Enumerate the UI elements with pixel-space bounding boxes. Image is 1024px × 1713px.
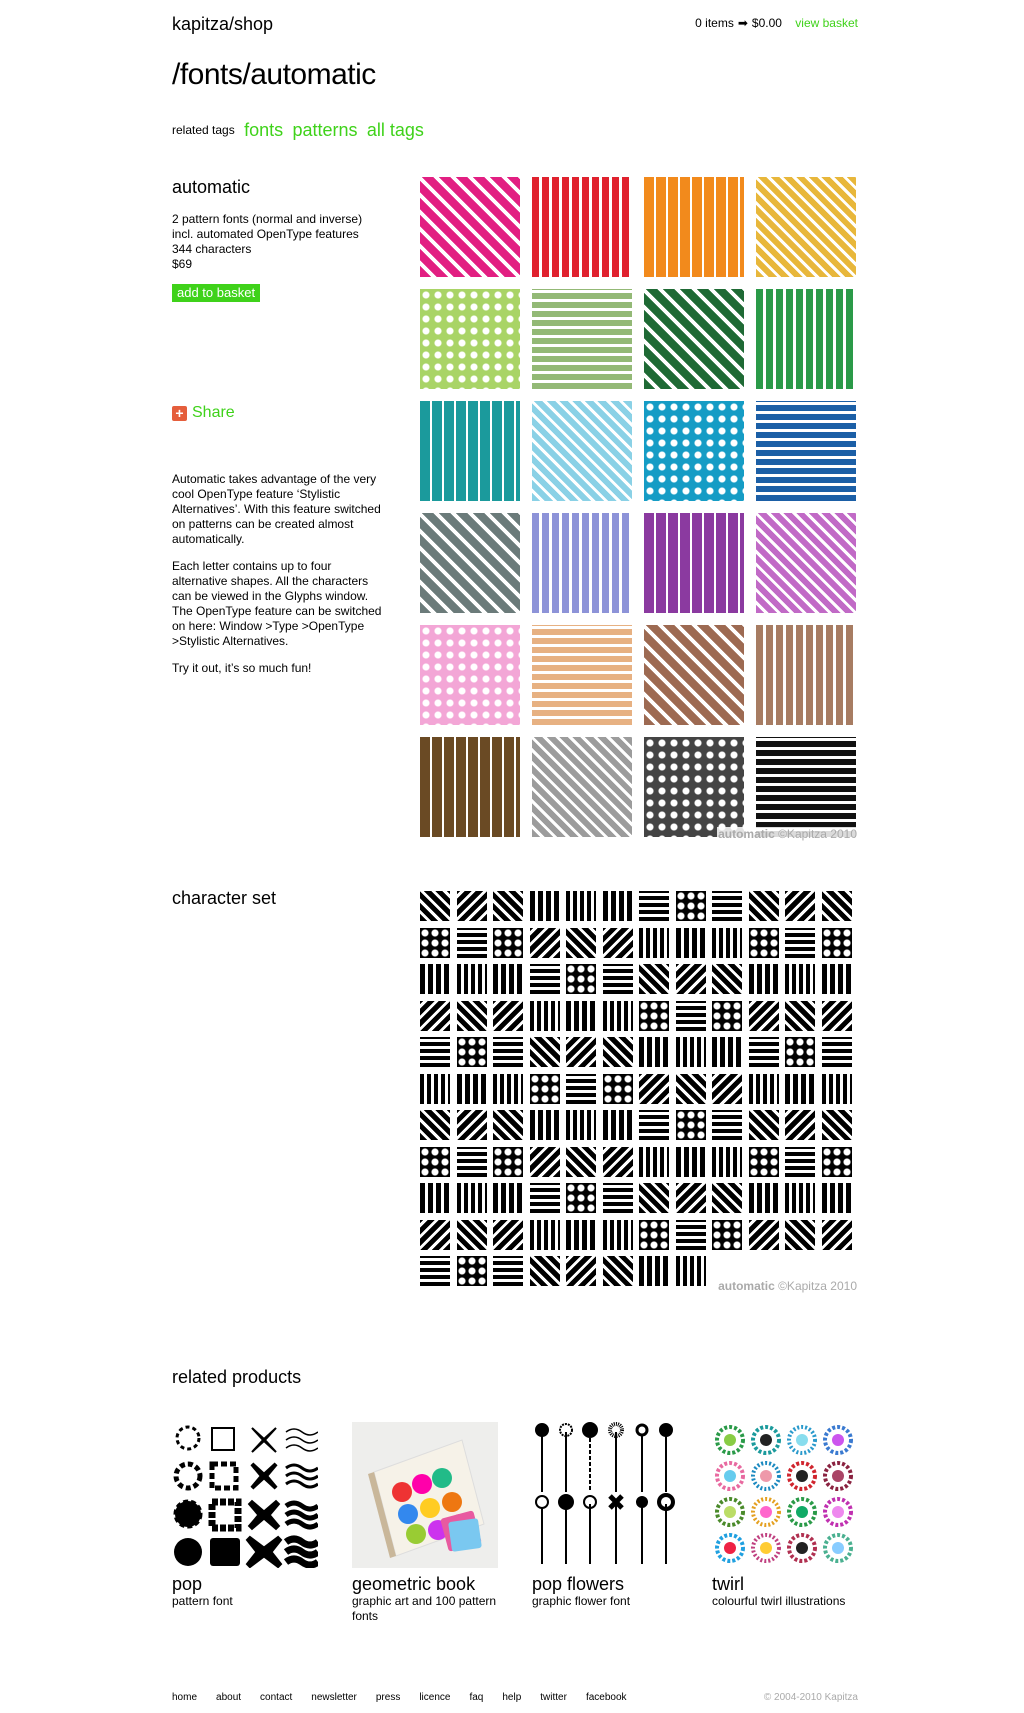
footer-link-licence[interactable]: licence <box>419 1692 451 1703</box>
glyph-cell <box>530 1183 560 1213</box>
glyph-cell <box>639 1256 669 1286</box>
glyph-cell <box>530 1037 560 1067</box>
glyph-cell <box>493 964 523 994</box>
glyph-cell <box>822 928 852 958</box>
related-product-name[interactable]: geometric book <box>352 1574 476 1594</box>
glyph-cell <box>493 928 523 958</box>
glyph-cell <box>676 891 706 921</box>
product-info-line: 2 pattern fonts (normal and inverse) <box>172 212 363 226</box>
footer-link-contact[interactable]: contact <box>260 1692 293 1703</box>
pattern-tile <box>420 737 520 837</box>
copyright: © 2004-2010 Kapitza <box>763 1692 858 1703</box>
related-product-pop[interactable] <box>172 1422 322 1609</box>
pattern-tile <box>644 177 744 277</box>
arrow-icon: ➡ <box>737 16 748 30</box>
pattern-tile <box>420 177 520 277</box>
related-product-name[interactable]: twirl <box>712 1574 744 1594</box>
pop-thumbnail[interactable] <box>172 1422 318 1568</box>
glyph-cell <box>603 1110 633 1140</box>
glyph-cell <box>639 1147 669 1177</box>
glyph-cell <box>530 1110 560 1140</box>
glyph-cell <box>420 1037 450 1067</box>
glyph-cell <box>420 891 450 921</box>
description-paragraph: Each letter contains up to four alternative shapes. All the characters can be viewed in the Glyphs window. The OpenType feature can be switched on here: Window >Type >OpenType >Stylistic Alternatives. <box>172 559 382 648</box>
page-title: /fonts/automatic <box>172 58 376 91</box>
glyph-cell <box>639 1037 669 1067</box>
glyph-cell <box>749 1001 779 1031</box>
glyph-cell <box>457 1147 487 1177</box>
glyph-cell <box>457 1074 487 1104</box>
glyph-cell <box>749 1074 779 1104</box>
glyph-cell <box>530 964 560 994</box>
description-paragraph: Try it out, it’s so much fun! <box>172 661 312 675</box>
credit-name: automatic <box>718 827 775 841</box>
related-product-sub: pattern font <box>172 1594 233 1608</box>
pattern-tile <box>532 177 632 277</box>
glyph-cell <box>603 1001 633 1031</box>
glyph-cell <box>493 1001 523 1031</box>
glyph-cell <box>530 1147 560 1177</box>
product-info-line: incl. automated OpenType features <box>172 227 359 241</box>
glyph-cell <box>676 1147 706 1177</box>
glyph-cell <box>566 1001 596 1031</box>
related-tags <box>172 120 424 141</box>
footer-link-facebook[interactable]: facebook <box>585 1692 627 1703</box>
pattern-gallery <box>420 177 858 841</box>
glyph-cell <box>420 1220 450 1250</box>
glyph-cell <box>712 928 742 958</box>
pattern-tile <box>532 625 632 725</box>
glyph-cell <box>749 964 779 994</box>
glyph-cell <box>749 891 779 921</box>
glyph-cell <box>749 1220 779 1250</box>
tag-patterns[interactable]: patterns <box>292 120 358 140</box>
glyph-cell <box>822 1001 852 1031</box>
glyph-cell <box>676 1110 706 1140</box>
glyph-cell <box>639 1110 669 1140</box>
glyph-cell <box>420 1001 450 1031</box>
glyph-cell <box>749 1110 779 1140</box>
glyph-cell <box>676 1256 706 1286</box>
pattern-tile <box>420 513 520 613</box>
glyph-cell <box>822 1110 852 1140</box>
glyph-cell <box>566 928 596 958</box>
glyph-cell <box>749 928 779 958</box>
glyph-cell <box>603 928 633 958</box>
character-set-title: character set <box>172 888 277 908</box>
product-description <box>172 472 387 688</box>
description-paragraph: Automatic takes advantage of the very cool OpenType feature ‘Stylistic Alternatives’. With this feature switched on patterns can be created almost automatically. <box>172 472 381 546</box>
glyph-cell <box>676 1074 706 1104</box>
glyph-cell <box>785 1001 815 1031</box>
credit-name: automatic <box>718 1279 775 1293</box>
glyph-cell <box>566 964 596 994</box>
product-price: $69 <box>172 257 193 271</box>
character-set-grid <box>420 891 858 1293</box>
geometric-book-thumbnail[interactable] <box>352 1422 498 1568</box>
glyph-cell <box>457 1037 487 1067</box>
pattern-tile <box>756 625 856 725</box>
pattern-tile <box>420 625 520 725</box>
glyph-cell <box>749 1183 779 1213</box>
pattern-tile <box>420 401 520 501</box>
glyph-cell <box>530 1074 560 1104</box>
glyph-cell <box>676 1001 706 1031</box>
related-product-name[interactable]: pop flowers <box>532 1574 625 1594</box>
glyph-cell <box>603 1147 633 1177</box>
pattern-tile <box>420 289 520 389</box>
pattern-tile <box>756 513 856 613</box>
footer-link-home[interactable]: home <box>172 1692 198 1703</box>
glyph-cell <box>457 1220 487 1250</box>
glyph-cell <box>420 1256 450 1286</box>
glyph-cell <box>676 1183 706 1213</box>
twirl-thumbnail[interactable] <box>712 1422 858 1568</box>
pattern-tile <box>532 289 632 389</box>
pattern-tile <box>756 177 856 277</box>
pattern-tile <box>532 513 632 613</box>
glyph-cell <box>639 1220 669 1250</box>
glyph-cell <box>493 1110 523 1140</box>
glyph-cell <box>639 1074 669 1104</box>
glyph-cell <box>530 928 560 958</box>
glyph-cell <box>712 1183 742 1213</box>
pattern-tile <box>644 513 744 613</box>
glyph-cell <box>420 1147 450 1177</box>
footer-link-faq[interactable]: faq <box>469 1692 484 1703</box>
related-products-title: related products <box>172 1367 302 1387</box>
glyph-cell <box>822 1074 852 1104</box>
plus-icon: + <box>172 406 187 421</box>
pattern-tile <box>756 401 856 501</box>
footer-link-about[interactable]: about <box>216 1692 242 1703</box>
glyph-cell <box>493 1183 523 1213</box>
glyph-cell <box>603 891 633 921</box>
basket-total: $0.00 <box>751 16 782 30</box>
tag-fonts[interactable]: fonts <box>244 120 284 140</box>
glyph-cell <box>420 964 450 994</box>
glyph-cell <box>566 891 596 921</box>
glyph-cell <box>712 1074 742 1104</box>
glyph-cell <box>493 1147 523 1177</box>
related-tags-label: related tags <box>172 123 235 137</box>
glyph-cell <box>603 964 633 994</box>
credit-copy: ©Kapitza 2010 <box>778 827 857 841</box>
glyph-cell <box>785 1110 815 1140</box>
glyph-cell <box>420 1183 450 1213</box>
pattern-credit <box>717 827 858 841</box>
glyph-cell <box>712 891 742 921</box>
footer-link-newsletter[interactable]: newsletter <box>311 1692 357 1703</box>
glyph-cell <box>566 1256 596 1286</box>
glyph-cell <box>603 1074 633 1104</box>
glyph-cell <box>785 1220 815 1250</box>
pattern-tile <box>644 737 744 837</box>
footer-link-twitter[interactable]: twitter <box>540 1692 567 1703</box>
glyph-cell <box>676 1037 706 1067</box>
glyph-cell <box>676 1220 706 1250</box>
glyph-cell <box>822 1037 852 1067</box>
glyph-cell <box>457 891 487 921</box>
glyph-cell <box>639 1183 669 1213</box>
glyph-cell <box>457 964 487 994</box>
brand-link[interactable]: kapitza/shop <box>172 14 274 34</box>
glyph-cell <box>785 891 815 921</box>
glyph-cell <box>457 1110 487 1140</box>
glyph-cell <box>493 1256 523 1286</box>
tag-all-tags[interactable]: all tags <box>366 120 424 140</box>
glyph-cell <box>566 1110 596 1140</box>
product-info-line: 344 characters <box>172 242 252 256</box>
pattern-tile <box>644 625 744 725</box>
footer-link-help[interactable]: help <box>502 1692 522 1703</box>
related-product-pop-flowers[interactable] <box>532 1422 682 1609</box>
glyph-cell <box>530 1001 560 1031</box>
glyph-cell <box>639 891 669 921</box>
glyph-cell <box>749 1037 779 1067</box>
pattern-tile <box>532 737 632 837</box>
share-button[interactable] <box>172 404 235 422</box>
glyph-cell <box>785 1037 815 1067</box>
pop-flowers-thumbnail[interactable] <box>532 1422 678 1568</box>
glyph-cell <box>822 1220 852 1250</box>
glyph-cell <box>457 1183 487 1213</box>
product-info <box>172 212 362 272</box>
flowers-icon <box>532 1422 678 1568</box>
glyph-cell <box>457 1001 487 1031</box>
glyph-cell <box>785 1074 815 1104</box>
glyph-cell <box>712 1001 742 1031</box>
glyph-cell <box>420 1074 450 1104</box>
pop-pattern-icon <box>172 1422 318 1568</box>
glyph-cell <box>603 1220 633 1250</box>
glyph-cell <box>420 928 450 958</box>
footer-link-press[interactable]: press <box>375 1692 401 1703</box>
glyph-cell <box>822 1147 852 1177</box>
glyph-cell <box>566 1183 596 1213</box>
share-label: Share <box>192 404 235 421</box>
glyph-cell <box>566 1220 596 1250</box>
glyph-cell <box>639 964 669 994</box>
related-product-sub: colourful twirl illustrations <box>712 1594 846 1608</box>
glyph-cell <box>676 928 706 958</box>
pattern-tile <box>644 289 744 389</box>
glyph-cell <box>493 891 523 921</box>
add-to-basket-button[interactable]: add to basket <box>172 284 260 302</box>
glyph-cell <box>530 891 560 921</box>
glyph-cell <box>822 1183 852 1213</box>
glyph-cell <box>712 964 742 994</box>
glyph-cell <box>493 1220 523 1250</box>
glyph-cell <box>603 1183 633 1213</box>
glyph-cell <box>566 1074 596 1104</box>
book-cover-image <box>352 1422 498 1568</box>
glyph-cell <box>639 928 669 958</box>
glyph-cell <box>603 1037 633 1067</box>
credit-copy: ©Kapitza 2010 <box>778 1279 857 1293</box>
glyph-cell <box>785 964 815 994</box>
related-product-geometric-book[interactable] <box>352 1422 502 1624</box>
product-name: automatic <box>172 177 251 197</box>
glyph-cell <box>676 964 706 994</box>
glyph-cell <box>566 1147 596 1177</box>
glyph-cell <box>530 1220 560 1250</box>
glyph-cell <box>712 1110 742 1140</box>
glyph-cell <box>530 1256 560 1286</box>
glyph-cell <box>420 1110 450 1140</box>
glyph-cell <box>493 1074 523 1104</box>
basket-status <box>695 16 858 30</box>
related-product-sub: graphic art and 100 pattern fonts <box>352 1594 497 1623</box>
glyph-cell <box>712 1037 742 1067</box>
pattern-tile <box>756 289 856 389</box>
glyph-cell <box>712 1220 742 1250</box>
glyph-cell <box>603 1256 633 1286</box>
basket-count: 0 items <box>695 16 734 30</box>
glyph-cell <box>822 964 852 994</box>
view-basket-link[interactable]: view basket <box>795 16 858 30</box>
glyph-cell <box>712 1147 742 1177</box>
glyph-cell <box>785 1147 815 1177</box>
charset-credit <box>717 1279 858 1293</box>
related-product-name[interactable]: pop <box>172 1574 203 1594</box>
glyph-cell <box>457 928 487 958</box>
footer <box>172 1692 858 1703</box>
glyph-cell <box>785 928 815 958</box>
twirl-icon <box>712 1422 858 1568</box>
glyph-cell <box>493 1037 523 1067</box>
pattern-tile <box>532 401 632 501</box>
glyph-cell <box>749 1147 779 1177</box>
glyph-cell <box>566 1037 596 1067</box>
related-product-sub: graphic flower font <box>532 1594 631 1608</box>
glyph-cell <box>822 891 852 921</box>
glyph-cell <box>785 1183 815 1213</box>
footer-links <box>172 1692 858 1703</box>
pattern-tile <box>644 401 744 501</box>
pattern-tile <box>756 737 856 837</box>
glyph-cell <box>457 1256 487 1286</box>
glyph-cell <box>639 1001 669 1031</box>
related-product-twirl[interactable] <box>712 1422 862 1609</box>
